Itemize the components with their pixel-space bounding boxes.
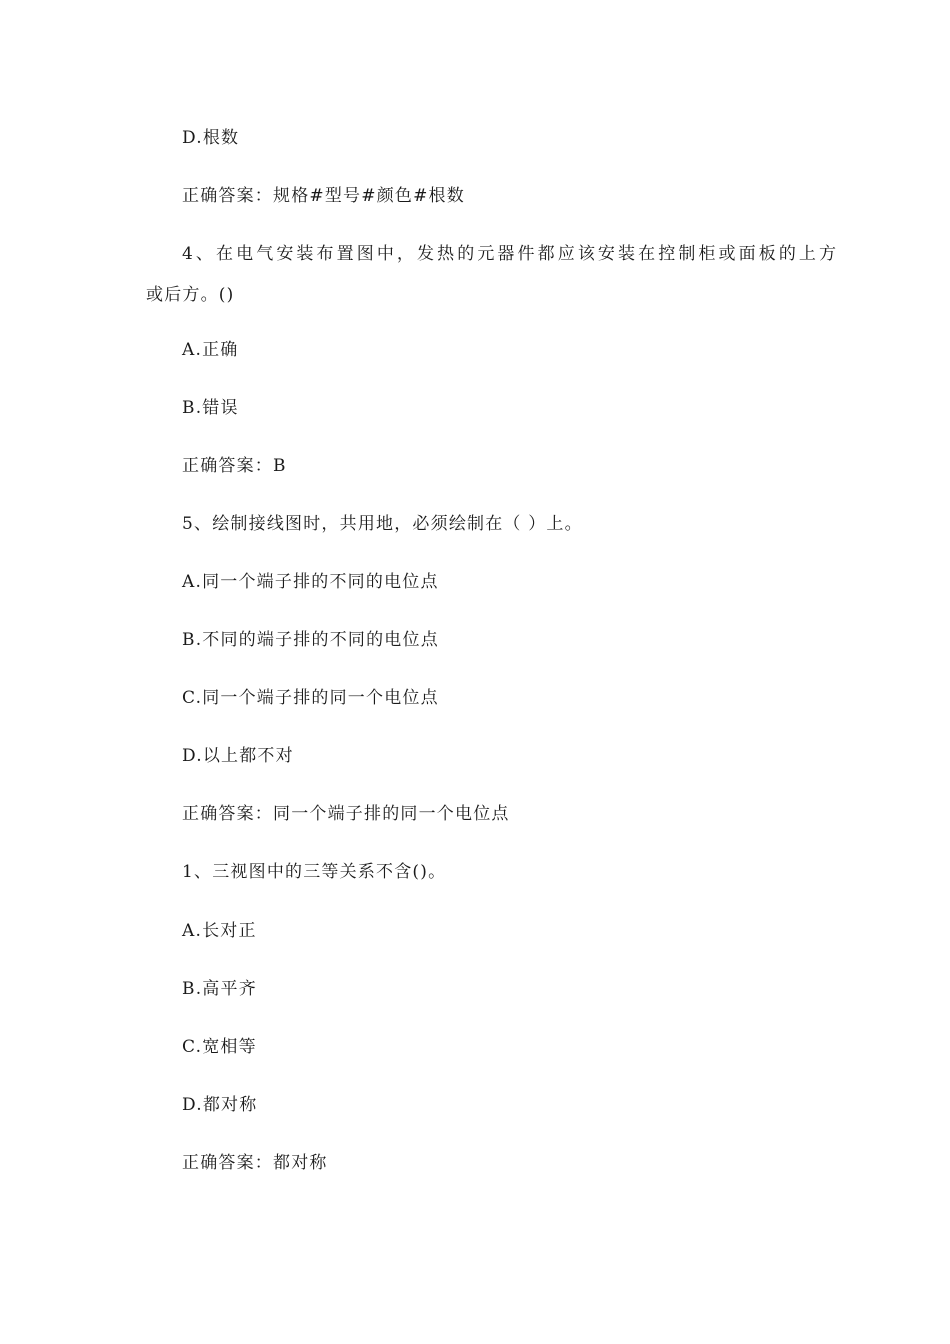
option-c: C.同一个端子排的同一个电位点 (182, 688, 439, 708)
question-4-line-1: 4、在电气安装布置图中，发热的元器件都应该安装在控制柜或面板的上方 (182, 244, 840, 264)
option-a: A.同一个端子排的不同的电位点 (182, 572, 439, 592)
question-4-line-2: 或后方。() (146, 285, 235, 305)
option-a: A.长对正 (182, 921, 257, 941)
question-5: 5、绘制接线图时，共用地，必须绘制在（ ）上。 (182, 514, 583, 534)
option-d: D.以上都不对 (182, 746, 294, 766)
answer-line: 正确答案：同一个端子排的同一个电位点 (182, 804, 510, 824)
option-a: A.正确 (182, 340, 239, 360)
answer-line: 正确答案：都对称 (182, 1153, 328, 1173)
answer-line: 正确答案：规格#型号#颜色#根数 (182, 186, 465, 206)
question-1: 1、三视图中的三等关系不含()。 (182, 862, 447, 882)
option-c: C.宽相等 (182, 1037, 257, 1057)
option-b: B.错误 (182, 398, 239, 418)
option-b: B.高平齐 (182, 979, 257, 999)
option-b: B.不同的端子排的不同的电位点 (182, 630, 439, 650)
answer-line: 正确答案：B (182, 456, 287, 476)
option-d: D.根数 (182, 128, 240, 148)
option-d: D.都对称 (182, 1095, 258, 1115)
